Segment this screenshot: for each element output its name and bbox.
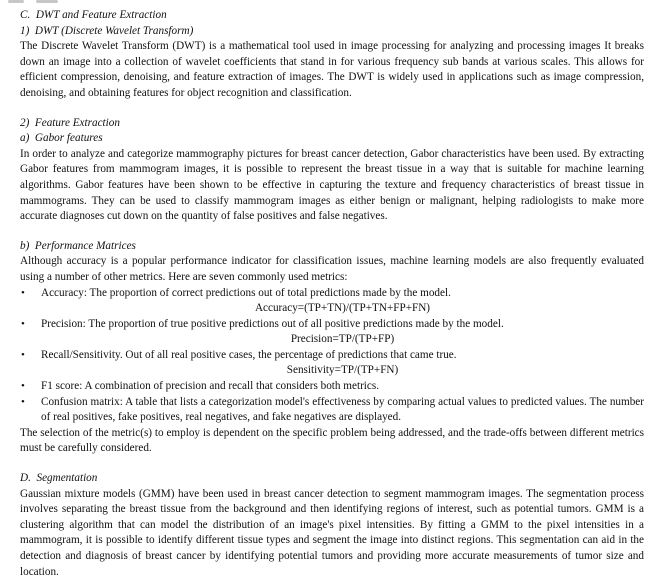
- metric-formula: Precision=TP/(TP+FP): [290, 333, 395, 346]
- metric-description: F1 score: A combination of precision and recall that considers both metrics.: [41, 380, 380, 393]
- metric-formula: Accuracy=(TP+TN)/(TP+TN+FP+FN): [254, 302, 431, 315]
- top-edge-artifact: [0, 0, 669, 3]
- metric-description: Precision: The proportion of true positive predictions out of all positive predictions made by the model.: [41, 317, 504, 330]
- spacer: [20, 225, 644, 239]
- list-item: [20, 395, 644, 426]
- feature-extraction-heading: 2) Feature Extraction: [20, 116, 120, 129]
- dwt-paragraph: The Discrete Wavelet Transform (DWT) is a mathematical tool used in image processing for analyzing and processing images It breaks down an image into a collection of wavelet coefficients that stand in for various frequency sub bands at various scales. This allows for efficient compression, denoising, and feature extraction of images. The DWT is widely used in applications such as image compression, denoising, and obtaining features for object recognition and classification.: [20, 40, 644, 99]
- list-item: [20, 348, 644, 379]
- performance-closing: The selection of the metric(s) to employ is dependent on the specific problem being addressed, and the trade-offs between different metrics must be carefully considered.: [20, 426, 644, 455]
- metric-formula: Sensitivity=TP/(TP+FN): [286, 364, 399, 377]
- list-item: [20, 286, 644, 317]
- section-c-heading: C. DWT and Feature Extraction: [20, 9, 167, 21]
- metric-description: Confusion matrix: A table that lists a categorization model's effectiveness by comparing actual values to predicted values. The number of real positives, fake positives, real negatives, and fake negatives are displayed.: [41, 395, 644, 424]
- metric-description: Recall/Sensitivity. Out of all real positive cases, the percentage of predictions that came true.: [41, 348, 457, 361]
- segmentation-paragraph: Gaussian mixture models (GMM) have been used in breast cancer detection to segment mammogram images. The segmentation process involves separating the breast tissue from the background and then identifying regions of interest, such as potential tumors. GMM is a clustering algorithm that can model the distribution of an image's pixel intensities. By fitting a GMM to the pixel intensities in a mammogram, it is possible to identify different tissue types and segment the image into distinct regions. This segmentation can aid in the detection and diagnosis of breast cancer by identifying potential tumors and providing more accurate measurements of tumor size and location.: [20, 487, 644, 578]
- performance-heading: b) Performance Matrices: [20, 239, 136, 252]
- spacer: [20, 102, 644, 116]
- spacer: [20, 457, 644, 471]
- metrics-list: [20, 286, 644, 426]
- bullet-icon: •: [21, 286, 25, 299]
- gabor-paragraph: In order to analyze and categorize mammography pictures for breast cancer detection, Gabor characteristics have been used. By extracting Gabor features from mammogram images, it is possible to represent the breast tissue in a way that is suitable for machine learning algorithms. Gabor features have been shown to be effective in capturing the texture and frequency characteristics of breast tissue in mammograms. They can be used to classify mammogram images as either benign or malignant, helping radiologists to make more accurate diagnoses cut down on the quantity of false positives and false negatives.: [20, 147, 644, 223]
- bullet-icon: •: [21, 395, 25, 408]
- list-item: [20, 317, 644, 348]
- paper-page: [20, 8, 644, 580]
- list-item: [20, 379, 644, 395]
- bullet-icon: •: [21, 317, 25, 330]
- gabor-subheading: a) Gabor features: [20, 132, 103, 145]
- performance-intro: Although accuracy is a popular performance indicator for classification issues, machine learning models are also frequently evaluated using a number of other metrics. Here are seven commonly used metrics:: [20, 255, 644, 283]
- bullet-icon: •: [21, 380, 25, 393]
- metric-description: Accuracy: The proportion of correct predictions out of total predictions made by the model.: [41, 286, 451, 299]
- segmentation-heading: D. Segmentation: [20, 472, 98, 485]
- dwt-subheading: 1) DWT (Discrete Wavelet Transform): [20, 24, 194, 37]
- bullet-icon: •: [21, 348, 25, 361]
